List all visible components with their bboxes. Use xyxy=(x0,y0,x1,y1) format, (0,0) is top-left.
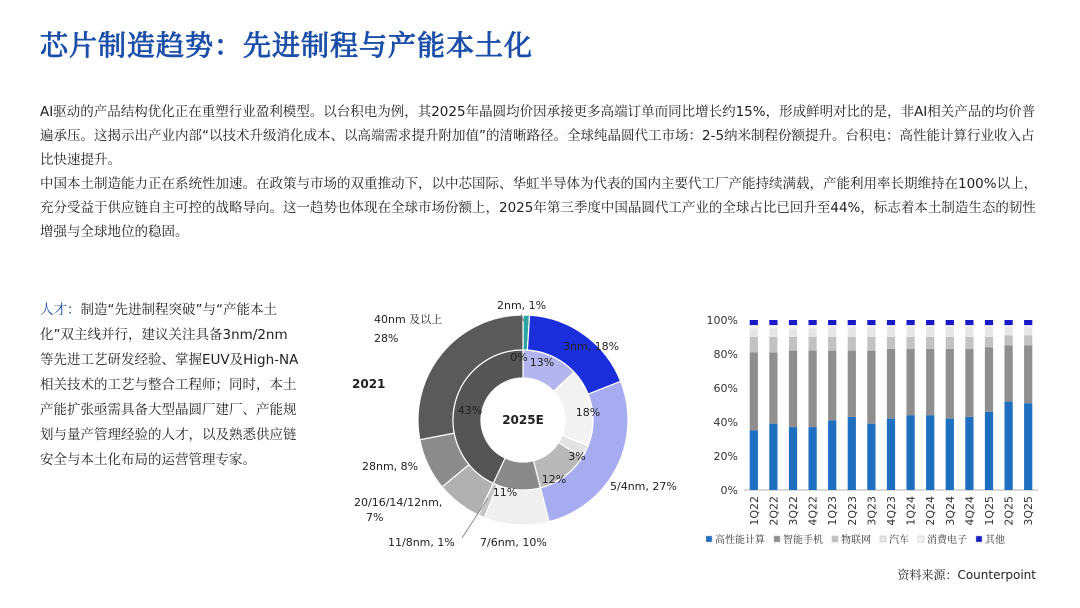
y-tick-label: 100% xyxy=(706,314,738,327)
x-tick-label: 3Q24 xyxy=(943,496,957,526)
bar-segment-1 xyxy=(808,351,816,428)
paragraph-ai: AI驱动的产品结构优化正在重塑行业盈利模型。以台积电为例，其2025年晶圆均价因承接更多高端订单而同比增长约15%，形成鲜明对比的是，非AI相关产品的均价普遍承压。这揭示出产业内部“以技术升级消化成本、以高端需求提升附加值”的清晰路径。全球纯晶圆代工市场：2-5纳米制程份额提升。台积电：高性能计算行业收入占比快速提升。 xyxy=(40,104,1036,168)
inner-label-3: 3% xyxy=(568,450,586,463)
bar-segment-0 xyxy=(985,412,993,490)
bar-segment-4 xyxy=(867,325,875,327)
outer-label-28nm: 28nm, 8% xyxy=(362,460,419,473)
bar-segment-0 xyxy=(750,431,758,491)
bar-segment-1 xyxy=(750,352,758,430)
outer-label-5-4nm: 5/4nm, 27% xyxy=(610,480,677,493)
bar-segment-0 xyxy=(789,427,797,490)
x-tick-label: 4Q24 xyxy=(963,496,977,526)
bar-segment-1 xyxy=(1004,346,1012,402)
bar-segment-4 xyxy=(808,325,816,328)
bar-segment-4 xyxy=(965,325,973,327)
bar-segment-3 xyxy=(887,327,895,337)
bar-segment-1 xyxy=(887,349,895,419)
bar-segment-2 xyxy=(985,337,993,347)
bar-segment-4 xyxy=(985,325,993,327)
bar-segment-2 xyxy=(750,337,758,352)
legend-swatch xyxy=(832,536,838,542)
outer-label-11-8nm: 11/8nm, 1% xyxy=(388,536,455,549)
x-tick-label: 2Q25 xyxy=(1002,496,1016,526)
process-node-donut-chart xyxy=(330,290,700,560)
bar-segment-2 xyxy=(867,337,875,351)
bar-segment-4 xyxy=(1024,325,1032,327)
bar-segment-3 xyxy=(867,327,875,337)
bar-segment-1 xyxy=(965,349,973,417)
y-tick-label: 0% xyxy=(720,484,738,497)
bar-segment-1 xyxy=(906,349,914,415)
outer-label-20nm: 20/16/14/12nm, 7% xyxy=(354,496,443,524)
talent-label: 人才： xyxy=(40,302,81,318)
x-tick-label: 1Q23 xyxy=(826,496,840,526)
y-tick-label: 20% xyxy=(713,450,738,463)
outer-label-40nm-name: 40nm 及以上 xyxy=(374,313,443,326)
x-tick-label: 4Q22 xyxy=(806,496,820,526)
bar-segment-2 xyxy=(1004,335,1012,345)
legend-label: 高性能计算 xyxy=(715,535,765,546)
bar-segment-1 xyxy=(867,351,875,424)
bar-segment-5 xyxy=(946,320,954,325)
bar-segment-4 xyxy=(750,325,758,328)
bar-segment-4 xyxy=(1004,325,1012,327)
inner-label-0: 0% xyxy=(510,351,528,364)
bar-segment-5 xyxy=(769,320,777,325)
bar-segment-2 xyxy=(808,337,816,351)
bar-segment-0 xyxy=(887,419,895,490)
outer-label-3nm: 3nm, 18% xyxy=(563,340,620,353)
y-tick-label: 80% xyxy=(713,348,738,361)
bar-segment-1 xyxy=(1024,346,1032,404)
inner-label-5: 11% xyxy=(492,486,518,499)
bar-segment-5 xyxy=(965,320,973,325)
bar-segment-4 xyxy=(848,325,856,327)
outer-label-7-6nm: 7/6nm, 10% xyxy=(480,536,547,549)
bar-segment-0 xyxy=(906,415,914,490)
legend-swatch xyxy=(918,536,924,542)
x-tick-label: 2Q23 xyxy=(845,496,859,526)
bar-segment-5 xyxy=(750,320,758,325)
bar-segment-3 xyxy=(906,327,914,337)
bar-segment-0 xyxy=(926,415,934,490)
bar-segment-4 xyxy=(828,325,836,327)
talent-text: 制造“先进制程突破”与“产能本土化”双主线并行，建议关注具备3nm/2nm等先进工艺研发经验、掌握EUV及High-NA相关技术的工艺与整合工程师；同时，本土产能扩张亟需具备大型晶圆厂建厂、产能规划与量产管理经验的人才，以及熟悉供应链安全与本土化布局的运营管理专家。 xyxy=(40,302,299,468)
legend-swatch xyxy=(880,536,886,542)
x-tick-label: 3Q25 xyxy=(1022,496,1036,526)
bar-segment-3 xyxy=(848,327,856,337)
y-tick-label: 60% xyxy=(713,382,738,395)
bar-segment-5 xyxy=(808,320,816,325)
x-tick-label: 2Q24 xyxy=(924,496,938,526)
bar-segment-2 xyxy=(965,337,973,349)
inner-label-6: 43% xyxy=(457,404,483,417)
body-text xyxy=(40,100,1045,244)
bar-segment-5 xyxy=(789,320,797,325)
bar-segment-4 xyxy=(887,325,895,327)
bar-segment-0 xyxy=(1004,402,1012,490)
bar-segment-5 xyxy=(848,320,856,325)
bar-segment-5 xyxy=(867,320,875,325)
bar-segment-5 xyxy=(985,320,993,325)
bar-segment-3 xyxy=(769,329,777,338)
bar-segment-1 xyxy=(769,352,777,423)
bar-segment-2 xyxy=(1024,335,1032,345)
x-tick-label: 1Q24 xyxy=(904,496,918,526)
bar-segment-2 xyxy=(946,337,954,349)
bar-segment-5 xyxy=(828,320,836,325)
bar-segment-5 xyxy=(1004,320,1012,325)
bar-segment-4 xyxy=(769,325,777,328)
bar-segment-1 xyxy=(926,349,934,415)
legend-label: 智能手机 xyxy=(783,535,823,546)
source-note: 资料来源：Counterpoint xyxy=(897,568,1036,582)
legend-swatch xyxy=(706,536,712,542)
bar-segment-3 xyxy=(946,327,954,337)
outer-label-40nm-value: 28% xyxy=(374,332,399,345)
inner-label-4: 12% xyxy=(541,473,567,486)
paragraph-china: 中国本土制造能力正在系统性加速。在政策与市场的双重推动下，以中芯国际、华虹半导体为代表的国内主要代工厂产能持续满载，产能利用率长期维持在100%以上，充分受益于供应链自主可控的战略导向。这一趋势也体现在全球市场份额上，2025年第三季度中国晶圆代工产业的全球占比已回升至44%，标志着本土制造生态的韧性增强与全球地位的稳固。 xyxy=(40,176,1038,240)
bar-segment-3 xyxy=(789,329,797,338)
x-tick-label: 1Q25 xyxy=(983,496,996,526)
bar-segment-2 xyxy=(887,337,895,349)
bar-segment-4 xyxy=(906,325,914,327)
bar-segment-2 xyxy=(848,337,856,351)
bar-segment-4 xyxy=(946,325,954,327)
x-tick-label: 3Q23 xyxy=(865,496,879,526)
legend-swatch xyxy=(774,536,780,542)
bar-segment-1 xyxy=(946,349,954,419)
bar-segment-0 xyxy=(769,424,777,490)
inner-label-1: 13% xyxy=(529,356,555,369)
x-tick-label: 3Q22 xyxy=(787,496,800,526)
bar-segment-3 xyxy=(808,329,816,338)
legend-label: 汽车 xyxy=(889,535,909,546)
donut-center-label: 2025E xyxy=(502,413,544,427)
bar-segment-1 xyxy=(985,347,993,412)
legend-label: 消费电子 xyxy=(927,535,967,546)
bar-segment-3 xyxy=(985,327,993,337)
legend-swatch xyxy=(976,536,982,542)
bar-segment-3 xyxy=(1004,327,1012,336)
legend-label: 物联网 xyxy=(841,535,871,546)
bar-segment-3 xyxy=(828,327,836,337)
bar-segment-5 xyxy=(1024,320,1032,325)
bar-segment-2 xyxy=(906,337,914,349)
bar-segment-1 xyxy=(789,351,797,428)
bar-segment-0 xyxy=(946,419,954,490)
bar-segment-3 xyxy=(965,327,973,337)
bar-segment-4 xyxy=(789,325,797,328)
bar-segment-3 xyxy=(1024,327,1032,336)
bar-segment-1 xyxy=(828,351,836,421)
bar-segment-0 xyxy=(965,417,973,490)
bar-segment-5 xyxy=(906,320,914,325)
bar-segment-1 xyxy=(848,351,856,417)
bar-segment-4 xyxy=(926,325,934,327)
x-tick-label: 1Q22 xyxy=(747,496,761,526)
bar-segment-0 xyxy=(1024,403,1032,490)
bar-segment-3 xyxy=(926,327,934,337)
legend-label: 其他 xyxy=(985,535,1005,546)
outer-label-2nm: 2nm, 1% xyxy=(497,299,547,312)
y-tick-label: 40% xyxy=(713,416,738,429)
x-tick-label: 2Q22 xyxy=(767,496,781,526)
bar-segment-0 xyxy=(848,417,856,490)
donut-ring-label: 2021 xyxy=(352,377,386,391)
bar-segment-3 xyxy=(750,329,758,338)
bar-segment-2 xyxy=(769,337,777,352)
bar-segment-2 xyxy=(789,337,797,351)
tsmc-revenue-stacked-bar-chart xyxy=(700,300,1045,558)
bar-segment-2 xyxy=(926,337,934,349)
bar-segment-5 xyxy=(926,320,934,325)
bar-segment-2 xyxy=(828,337,836,351)
x-tick-label: 4Q23 xyxy=(885,496,898,526)
bar-segment-0 xyxy=(808,427,816,490)
bar-segment-0 xyxy=(828,420,836,490)
talent-note xyxy=(40,298,300,473)
bar-segment-0 xyxy=(867,424,875,490)
bar-segment-5 xyxy=(887,320,895,325)
page-title: 芯片制造趋势：先进制程与产能本土化 xyxy=(40,29,534,62)
inner-label-2: 18% xyxy=(575,406,601,419)
